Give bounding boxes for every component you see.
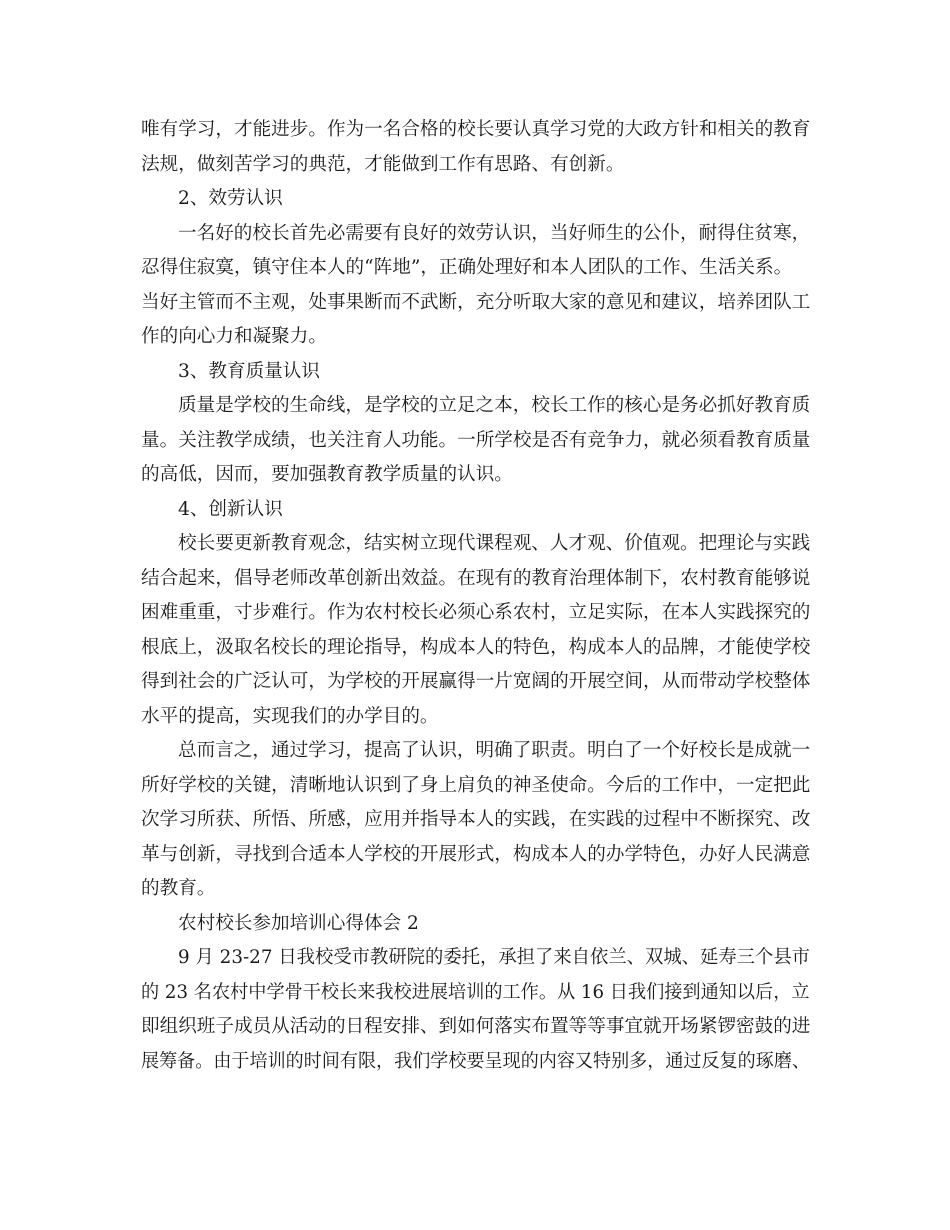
text-line: 水平的提高，实现我们的办学目的。 xyxy=(141,706,439,727)
text-line: 量。关注教学成绩，也关注育人功能。一所学校是否有竞争力，就必须看教育质量 xyxy=(141,430,811,451)
text-line: 革与创新，寻找到合适本人学校的开展形式，构成本人的办学特色，办好人民满意 xyxy=(141,844,811,865)
text-line: 法规，做刻苦学习的典范，才能做到工作有思路、有创新。 xyxy=(141,154,625,175)
text-line: 当好主管而不主观，处事果断而不武断，充分听取大家的意见和建议，培养团队工 xyxy=(141,292,811,313)
text-line: 展筹备。由于培训的时间有限，我们学校要呈现的内容又特别多，通过反复的琢磨、 xyxy=(141,1051,810,1072)
text-line: 总而言之，通过学习，提高了认识，明确了职责。明白了一个好校长是成就一 xyxy=(178,740,811,761)
text-line: 唯有学习，才能进步。作为一名合格的校长要认真学习党的大政方针和相关的教育 xyxy=(141,119,811,140)
text-line: 质量是学校的生命线，是学校的立足之本，校长工作的核心是务必抓好教育质 xyxy=(178,395,811,416)
text-line: 校长要更新教育观念，结实树立现代课程观、人才观、价值观。把理论与实践 xyxy=(178,533,811,554)
text-line: 的 23 名农村中学骨干校长来我校进展培训的工作。从 16 日我们接到通知以后，立 xyxy=(141,982,810,1003)
text-line: 作的向心力和凝聚力。 xyxy=(141,326,327,347)
text-line: 困难重重，寸步难行。作为农村校长必须心系农村，立足实际，在本人实践探究的 xyxy=(141,602,811,623)
text-line: 即组织班子成员从活动的日程安排、到如何落实布置等等事宜就开场紧锣密鼓的进 xyxy=(141,1016,811,1037)
text-line: 9 月 23-27 日我校受市教研院的委托，承担了来自依兰、双城、延寿三个县市 xyxy=(178,947,811,968)
text-line: 忍得住寂寞，镇守住本人的“阵地”，正确处理好和本人团队的工作、生活关系。 xyxy=(141,257,793,278)
text-line: 结合起来，倡导老师改革创新出效益。在现有的教育治理体制下，农村教育能够说 xyxy=(141,568,811,589)
text-line: 的高低，因而，要加强教育教学质量的认识。 xyxy=(141,464,513,485)
text-line: 次学习所获、所悟、所感，应用并指导本人的实践，在实践的过程中不断探究、改 xyxy=(141,809,811,830)
article-title: 农村校长参加培训心得体会 2 xyxy=(178,913,419,934)
text-line: 一名好的校长首先必需要有良好的效劳认识，当好师生的公仆，耐得住贫寒， xyxy=(178,223,811,244)
section-heading: 2、效劳认识 xyxy=(178,188,283,209)
text-line: 根底上，汲取名校长的理论指导，构成本人的特色，构成本人的品牌，才能使学校 xyxy=(141,637,811,658)
text-line: 所好学校的关键，清晰地认识到了身上肩负的神圣使命。今后的工作中，一定把此 xyxy=(141,775,811,796)
section-heading: 4、创新认识 xyxy=(178,499,283,520)
text-line: 的教育。 xyxy=(141,878,216,899)
section-heading: 3、教育质量认识 xyxy=(178,361,320,382)
text-line: 得到社会的广泛认可，为学校的开展赢得一片宽阔的开展空间，从而带动学校整体 xyxy=(141,671,811,692)
